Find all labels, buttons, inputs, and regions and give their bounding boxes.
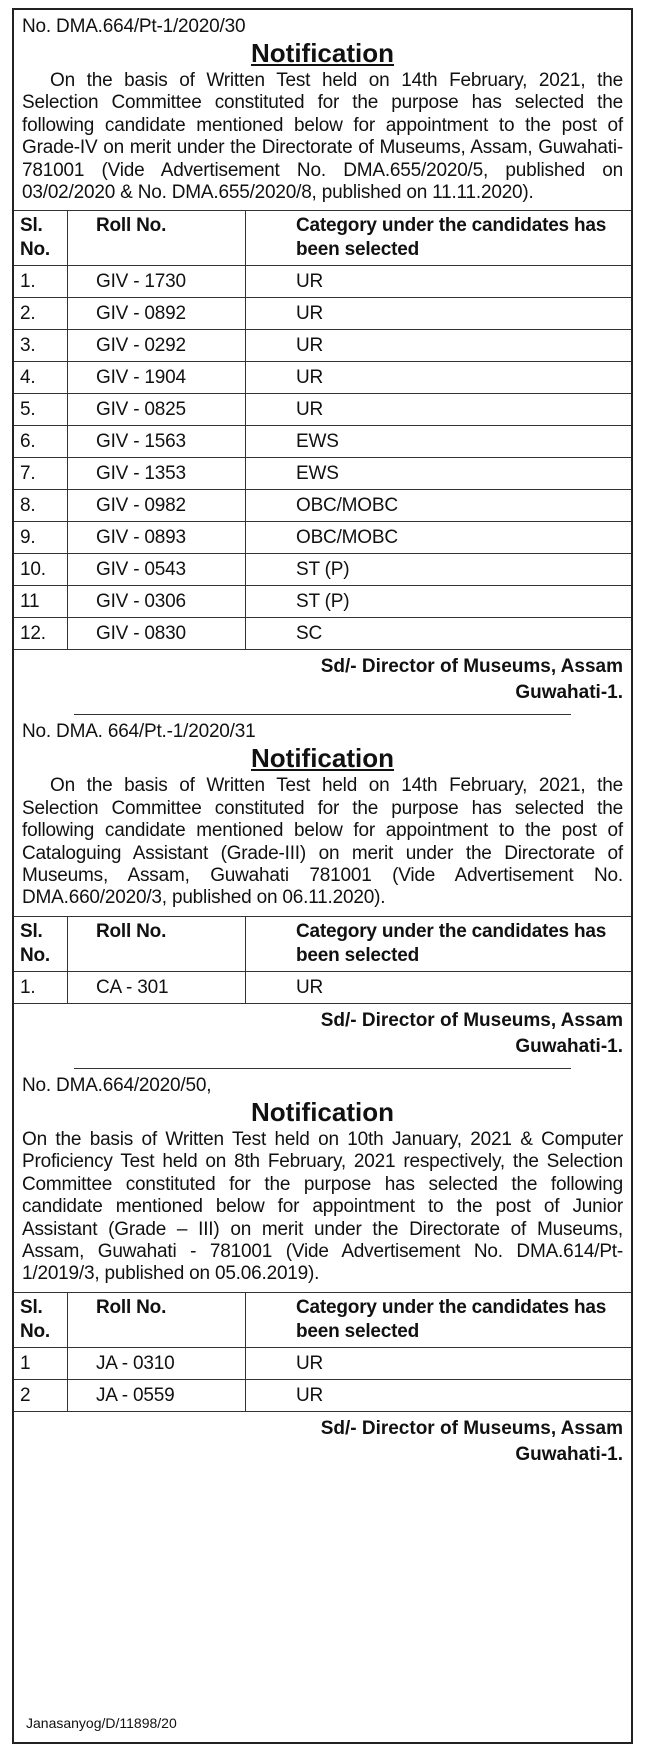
col-category: Category under the candidates has been selected [246, 211, 632, 266]
table-row [14, 330, 631, 362]
signature-line-2: Guwahati-1. [515, 1443, 623, 1465]
category-cell: UR [246, 1347, 632, 1379]
table-row [14, 298, 631, 330]
signature-line-1: Sd/- Director of Museums, Assam [320, 656, 623, 678]
sl-cell: 4. [14, 362, 68, 394]
table-row [14, 971, 631, 1003]
notice-2-table [14, 916, 631, 1004]
category-cell: EWS [246, 426, 632, 458]
footer-code: Janasanyog/D/11898/20 [26, 1715, 177, 1731]
sl-cell: 1. [14, 971, 68, 1003]
signature-line-1: Sd/- Director of Museums, Assam [320, 1009, 623, 1031]
sl-cell: 7. [14, 458, 68, 490]
table-row [14, 426, 631, 458]
sl-cell: 8. [14, 490, 68, 522]
category-cell: OBC/MOBC [246, 490, 632, 522]
col-roll-no: Roll No. [68, 211, 246, 266]
notice-2-signature [14, 1004, 631, 1068]
sl-cell: 1 [14, 1347, 68, 1379]
category-cell: UR [246, 1379, 632, 1411]
category-cell: UR [246, 298, 632, 330]
roll-cell: GIV - 1563 [68, 426, 246, 458]
roll-cell: GIV - 0892 [68, 298, 246, 330]
roll-cell: GIV - 0306 [68, 586, 246, 618]
table-row [14, 522, 631, 554]
roll-cell: CA - 301 [68, 971, 246, 1003]
sl-cell: 1. [14, 266, 68, 298]
category-cell: UR [246, 394, 632, 426]
roll-cell: GIV - 0825 [68, 394, 246, 426]
notice-1-ref: No. DMA.664/Pt-1/2020/30 [22, 16, 246, 37]
table-row [14, 1379, 631, 1411]
roll-cell: GIV - 0830 [68, 618, 246, 650]
notice-1-title: Notification [251, 38, 394, 68]
sl-cell: 11 [14, 586, 68, 618]
notice-2 [14, 715, 631, 1068]
table-header-row [14, 1292, 631, 1347]
roll-cell: GIV - 0292 [68, 330, 246, 362]
sl-cell: 6. [14, 426, 68, 458]
notice-3-table [14, 1292, 631, 1412]
col-sl-no: Sl. No. [14, 1292, 68, 1347]
notification-page [12, 8, 633, 1744]
roll-cell: GIV - 1730 [68, 266, 246, 298]
signature-line-1: Sd/- Director of Museums, Assam [320, 1417, 623, 1439]
notice-1 [14, 10, 631, 715]
table-header-row [14, 916, 631, 971]
sl-cell: 3. [14, 330, 68, 362]
notice-2-body: On the basis of Written Test held on 14th February, 2021, the Selection Committee constituted for the purpose has selected the following candidate mentioned below for appointment to the post of Cataloguing Assistant (Grade-III) on merit under the Directorate of Museums, Assam, Guwahati 781001 (Vide Advertisement No. DMA.660/2020/3, published on 06.11.2020). [22, 775, 623, 909]
table-row [14, 266, 631, 298]
col-roll-no: Roll No. [68, 916, 246, 971]
table-row [14, 362, 631, 394]
notice-3-ref: No. DMA.664/2020/50, [22, 1074, 212, 1096]
sl-cell: 2 [14, 1379, 68, 1411]
col-sl-no: Sl. No. [14, 211, 68, 266]
signature-line-2: Guwahati-1. [515, 1035, 623, 1057]
category-cell: SC [246, 618, 632, 650]
notice-3 [14, 1069, 631, 1476]
sl-cell: 2. [14, 298, 68, 330]
category-cell: UR [246, 971, 632, 1003]
table-header-row [14, 211, 631, 266]
category-cell: UR [246, 362, 632, 394]
table-row [14, 618, 631, 650]
sl-cell: 12. [14, 618, 68, 650]
notice-3-body: On the basis of Written Test held on 10th January, 2021 & Computer Proficiency Test held on 8th February, 2021 respectively, the Selection Committee constituted for the purpose has selected the following candidate mentioned below for appointment to the post of Junior Assistant (Grade – III) on merit under the Directorate of Museums, Assam, Guwahati - 781001 (Vide Advertisement No. DMA.614/Pt-1/2019/3, published on 05.06.2019). [22, 1128, 623, 1285]
category-cell: ST (P) [246, 586, 632, 618]
roll-cell: GIV - 0893 [68, 522, 246, 554]
notice-1-signature [14, 650, 631, 714]
category-cell: ST (P) [246, 554, 632, 586]
roll-cell: GIV - 0982 [68, 490, 246, 522]
signature-line-2: Guwahati-1. [515, 682, 623, 704]
notice-2-title: Notification [251, 743, 394, 774]
category-cell: EWS [246, 458, 632, 490]
category-cell: UR [246, 330, 632, 362]
table-row [14, 490, 631, 522]
roll-cell: JA - 0310 [68, 1347, 246, 1379]
notice-2-ref: No. DMA. 664/Pt.-1/2020/31 [22, 721, 256, 743]
roll-cell: JA - 0559 [68, 1379, 246, 1411]
sl-cell: 10. [14, 554, 68, 586]
col-roll-no: Roll No. [68, 1292, 246, 1347]
table-row [14, 458, 631, 490]
roll-cell: GIV - 0543 [68, 554, 246, 586]
category-cell: UR [246, 266, 632, 298]
table-row [14, 1347, 631, 1379]
table-row [14, 394, 631, 426]
notice-1-body: On the basis of Written Test held on 14th February, 2021, the Selection Committee constituted for the purpose has selected the following candidate mentioned below for appointment to the post of Grade-IV on merit under the Directorate of Museums, Assam, Guwahati-781001 (Vide Advertisement No. DMA.655/2020/5, published on 03/02/2020 & No. DMA.655/2020/8, published on 11.11.2020). [22, 70, 623, 204]
notice-3-signature [14, 1412, 631, 1476]
sl-cell: 9. [14, 522, 68, 554]
col-sl-no: Sl. No. [14, 916, 68, 971]
notice-1-table [14, 210, 631, 650]
notice-3-title: Notification [251, 1096, 394, 1127]
roll-cell: GIV - 1904 [68, 362, 246, 394]
table-row [14, 586, 631, 618]
category-cell: OBC/MOBC [246, 522, 632, 554]
table-row [14, 554, 631, 586]
col-category: Category under the candidates has been selected [246, 916, 632, 971]
roll-cell: GIV - 1353 [68, 458, 246, 490]
sl-cell: 5. [14, 394, 68, 426]
col-category: Category under the candidates has been selected [246, 1292, 632, 1347]
